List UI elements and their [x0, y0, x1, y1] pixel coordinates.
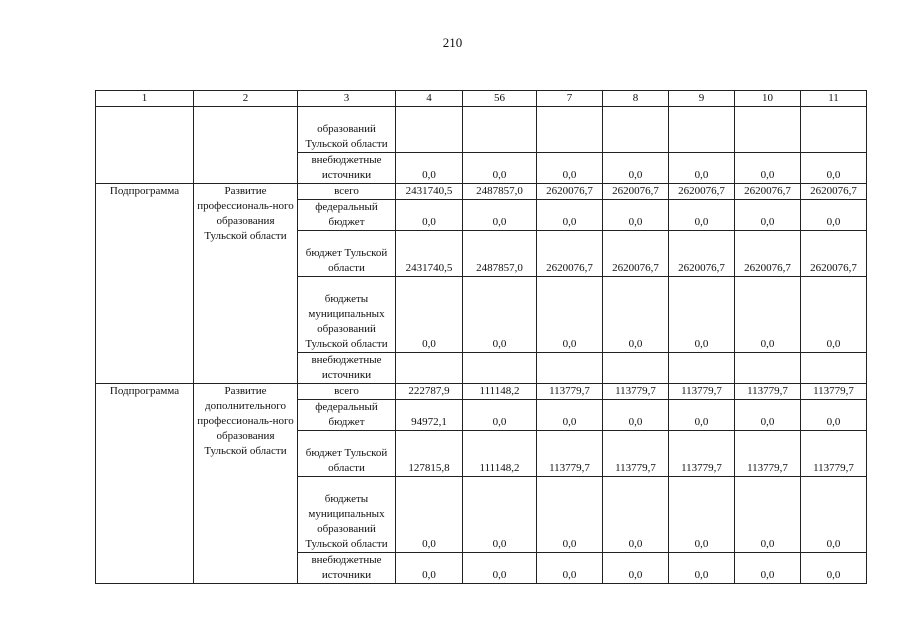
- value-cell: 113779,7: [603, 431, 669, 477]
- value-cell: 0,0: [735, 477, 801, 553]
- value-cell: 0,0: [603, 477, 669, 553]
- funding-source-label: бюджеты муниципальных образований Тульской области: [298, 477, 396, 553]
- value-cell: 2487857,0: [463, 231, 537, 277]
- table-row: [96, 184, 867, 200]
- value-cell: 0,0: [537, 477, 603, 553]
- value-cell: 2620076,7: [669, 231, 735, 277]
- value-cell: 0,0: [735, 200, 801, 231]
- value-cell: 113779,7: [735, 384, 801, 400]
- value-cell: [735, 107, 801, 153]
- column-header: 2: [194, 91, 298, 107]
- program-type: Подпрограмма: [96, 184, 194, 384]
- value-cell: 0,0: [669, 553, 735, 584]
- subprogram-name: Развитие профессиональ-ного образования Тульской области: [194, 184, 298, 384]
- value-cell: 0,0: [801, 153, 867, 184]
- subprogram-name: Развитие дополнительного профессиональ-ного образования Тульской области: [194, 384, 298, 584]
- value-cell: 113779,7: [669, 431, 735, 477]
- value-cell: 0,0: [603, 400, 669, 431]
- value-cell: 113779,7: [537, 431, 603, 477]
- column-header: 56: [463, 91, 537, 107]
- value-cell: 0,0: [669, 153, 735, 184]
- value-cell: 2620076,7: [537, 231, 603, 277]
- table-row: [96, 384, 867, 400]
- value-cell: 0,0: [396, 477, 463, 553]
- value-cell: 0,0: [537, 200, 603, 231]
- value-cell: 0,0: [463, 277, 537, 353]
- value-cell: 0,0: [801, 477, 867, 553]
- value-cell: 0,0: [537, 553, 603, 584]
- column-header: 4: [396, 91, 463, 107]
- value-cell: 127815,8: [396, 431, 463, 477]
- value-cell: 0,0: [396, 277, 463, 353]
- value-cell: 113779,7: [801, 431, 867, 477]
- budget-table: [95, 90, 867, 584]
- value-cell: 0,0: [801, 553, 867, 584]
- value-cell: 0,0: [537, 400, 603, 431]
- funding-source-label: образований Тульской области: [298, 107, 396, 153]
- value-cell: [801, 107, 867, 153]
- funding-source-label: бюджеты муниципальных образований Тульской области: [298, 277, 396, 353]
- page-number: 210: [442, 35, 463, 50]
- value-cell: 222787,9: [396, 384, 463, 400]
- value-cell: [396, 107, 463, 153]
- column-header: 9: [669, 91, 735, 107]
- value-cell: 0,0: [801, 277, 867, 353]
- value-cell: 113779,7: [669, 384, 735, 400]
- funding-source-label: всего: [298, 384, 396, 400]
- program-cell: [96, 107, 194, 184]
- value-cell: 111148,2: [463, 384, 537, 400]
- column-header: 11: [801, 91, 867, 107]
- value-cell: 0,0: [735, 153, 801, 184]
- value-cell: 0,0: [537, 153, 603, 184]
- value-cell: 0,0: [603, 277, 669, 353]
- value-cell: 0,0: [669, 477, 735, 553]
- value-cell: [537, 107, 603, 153]
- value-cell: 0,0: [735, 277, 801, 353]
- funding-source-label: всего: [298, 184, 396, 200]
- value-cell: 0,0: [669, 400, 735, 431]
- column-header: 7: [537, 91, 603, 107]
- program-type: Подпрограмма: [96, 384, 194, 584]
- value-cell: [463, 107, 537, 153]
- value-cell: [396, 353, 463, 384]
- value-cell: 0,0: [537, 277, 603, 353]
- column-header: 10: [735, 91, 801, 107]
- funding-source-label: бюджет Тульской области: [298, 231, 396, 277]
- header-row: [96, 91, 867, 107]
- value-cell: [735, 353, 801, 384]
- value-cell: 0,0: [669, 277, 735, 353]
- value-cell: [603, 107, 669, 153]
- value-cell: 113779,7: [537, 384, 603, 400]
- value-cell: 0,0: [735, 400, 801, 431]
- value-cell: 2431740,5: [396, 231, 463, 277]
- value-cell: [537, 353, 603, 384]
- value-cell: 2620076,7: [603, 184, 669, 200]
- value-cell: 0,0: [735, 553, 801, 584]
- subprogram-name-cell: [194, 107, 298, 184]
- funding-source-label: внебюджетные источники: [298, 153, 396, 184]
- value-cell: 111148,2: [463, 431, 537, 477]
- value-cell: 2620076,7: [735, 184, 801, 200]
- value-cell: 0,0: [801, 200, 867, 231]
- value-cell: 0,0: [463, 153, 537, 184]
- funding-source-label: бюджет Тульской области: [298, 431, 396, 477]
- value-cell: 2620076,7: [801, 184, 867, 200]
- value-cell: 2431740,5: [396, 184, 463, 200]
- value-cell: 2620076,7: [537, 184, 603, 200]
- funding-source-label: внебюджетные источники: [298, 353, 396, 384]
- value-cell: 0,0: [801, 400, 867, 431]
- value-cell: 0,0: [396, 200, 463, 231]
- value-cell: [801, 353, 867, 384]
- value-cell: 0,0: [463, 400, 537, 431]
- value-cell: 113779,7: [603, 384, 669, 400]
- value-cell: 0,0: [396, 553, 463, 584]
- value-cell: 2620076,7: [801, 231, 867, 277]
- funding-source-label: федеральный бюджет: [298, 400, 396, 431]
- value-cell: 94972,1: [396, 400, 463, 431]
- value-cell: 0,0: [603, 553, 669, 584]
- value-cell: [669, 353, 735, 384]
- value-cell: 0,0: [603, 200, 669, 231]
- value-cell: [463, 353, 537, 384]
- funding-source-label: внебюджетные источники: [298, 553, 396, 584]
- column-header: 8: [603, 91, 669, 107]
- value-cell: 113779,7: [735, 431, 801, 477]
- value-cell: 0,0: [669, 200, 735, 231]
- value-cell: 0,0: [396, 153, 463, 184]
- column-header: 3: [298, 91, 396, 107]
- value-cell: 0,0: [463, 553, 537, 584]
- value-cell: 2620076,7: [669, 184, 735, 200]
- value-cell: 0,0: [463, 477, 537, 553]
- value-cell: 113779,7: [801, 384, 867, 400]
- value-cell: 0,0: [463, 200, 537, 231]
- table-row: [96, 107, 867, 153]
- value-cell: 2620076,7: [735, 231, 801, 277]
- value-cell: [669, 107, 735, 153]
- value-cell: 2620076,7: [603, 231, 669, 277]
- column-header: 1: [96, 91, 194, 107]
- funding-source-label: федеральный бюджет: [298, 200, 396, 231]
- value-cell: [603, 353, 669, 384]
- value-cell: 2487857,0: [463, 184, 537, 200]
- value-cell: 0,0: [603, 153, 669, 184]
